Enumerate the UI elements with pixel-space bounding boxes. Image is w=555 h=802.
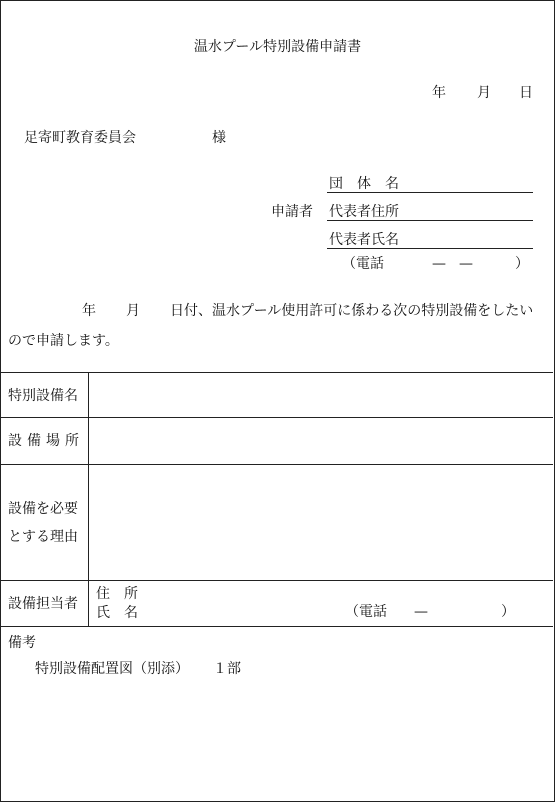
table-rule-top — [0, 372, 553, 373]
table-column-divider — [88, 372, 89, 626]
body-month-label: 月 — [126, 303, 140, 319]
rep-name-label: 代表者氏名 — [329, 232, 399, 248]
addressee-name: 足寄町教育委員会 — [24, 130, 136, 146]
rep-name-field[interactable] — [327, 248, 533, 249]
rep-address-label: 代表者住所 — [329, 204, 399, 220]
table-rule-row4 — [0, 580, 553, 581]
applicant-phone-dash-2: — — [459, 256, 473, 272]
date-month-label: 月 — [477, 85, 491, 101]
remarks-attachment: 特別設備配置図（別添） — [35, 661, 189, 677]
body-text-line-2: ので申請します。 — [8, 333, 119, 349]
equipment-location-label: 設備場所 — [8, 433, 84, 449]
reason-label-line-2: とする理由 — [8, 529, 78, 545]
special-equipment-name-label: 特別設備名 — [8, 388, 78, 404]
reason-field[interactable] — [90, 466, 552, 578]
applicant-phone-open: （電話 — [342, 256, 384, 272]
manager-details-field[interactable] — [90, 582, 552, 624]
body-year-label: 年 — [82, 303, 96, 319]
equipment-location-field[interactable] — [90, 419, 552, 463]
body-text-line-1: 日付、温水プール使用許可に係わる次の特別設備をしたい — [170, 303, 534, 319]
org-name-label: 団 体 名 — [329, 176, 399, 192]
applicant-phone-close: ） — [515, 256, 529, 272]
manager-name-label: 氏 名 — [96, 605, 138, 621]
manager-phone-dash: — — [414, 604, 428, 620]
special-equipment-name-field[interactable] — [90, 374, 552, 416]
remarks-quantity: １部 — [213, 661, 241, 677]
remarks-label: 備考 — [8, 635, 36, 651]
table-rule-remarks — [0, 626, 553, 627]
manager-address-label: 住 所 — [96, 586, 138, 602]
table-rule-row3 — [0, 464, 553, 465]
table-rule-row2 — [0, 417, 553, 418]
form-title: 温水プール特別設備申請書 — [193, 39, 362, 55]
date-year-label: 年 — [432, 85, 446, 101]
manager-phone-open: （電話 — [345, 604, 387, 620]
reason-label-line-1: 設備を必要 — [8, 501, 78, 517]
org-name-field[interactable] — [327, 192, 533, 193]
applicant-label: 申請者 — [271, 204, 313, 220]
applicant-phone-dash-1: — — [432, 256, 446, 272]
date-day-label: 日 — [519, 85, 533, 101]
equipment-manager-label: 設備担当者 — [8, 596, 78, 612]
manager-phone-close: ） — [501, 604, 515, 620]
addressee-honorific: 様 — [212, 130, 226, 146]
rep-address-field[interactable] — [327, 220, 533, 221]
